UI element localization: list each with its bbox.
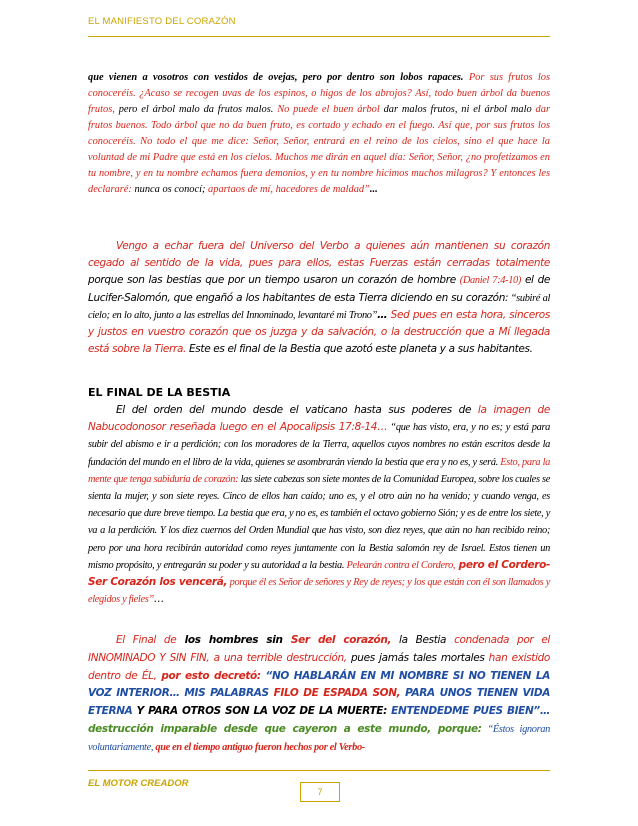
text-segment: …	[377, 308, 388, 321]
text-segment: Sed pues en esta hora, sinceros y justos en vuestro corazón que os juzga y da salvación, o la destrucción que a Mí llegada está sobre la Tierra.	[88, 308, 550, 356]
text-segment: “NO HABLARÁN EN MI NOMBRE SI NO TIENEN LA VOZ INTERIOR…	[88, 669, 550, 700]
text-segment: condenada por el INNOMINADO Y SIN FIN, a una terrible destrucción,	[88, 634, 550, 664]
text-segment: “Éstos ignoran voluntariamente,	[88, 723, 550, 753]
running-footer: EL MOTOR CREADOR	[88, 778, 189, 789]
text-segment: han existido dentro de ÉL,	[88, 651, 550, 682]
text-segment: FILO DE ESPADA SON,	[268, 687, 401, 700]
text-segment: las siete cabezas son siete montes de la Comunidad Europea, sobre los cuales se sienta la mujer, y son siete reyes. Cinco de ellos han caído; uno es, y el otro aún no ha venido; y cuando venga, es necesario que dure breve tiempo. La bestia que era, y no es, es también el octavo gobierno Sión; y es de entre los siete, y va a la perdición. Y los diez cuernos del Orden Mundial que has visto, son diez reyes, que aún no han recibido reino; pero por una hora recibirán autoridad como reyes juntamente con la Bestia salomón rey de Israel. Estos tienen un mismo propósito, y entregarán su poder y su autoridad a la bestia.	[88, 473, 550, 571]
text-segment: “subiré al cielo; en lo alto, junto a las estrellas del Innominado, levantaré mi Trono”	[88, 292, 550, 321]
text-segment: Este es el final de la Bestia que azotó este planeta y a sus habitantes.	[186, 343, 533, 356]
text-segment: dar frutos buenos. Todo árbol que no da buen fruto, es cortado y echado en el fuego. Así que, por sus frutos los conoceréis. No todo el que me dice: Señor, Señor, entrará en el reino de los cielos, sino el que hace la voluntad de mi Padre que está en los cielos. Muchos me dirán en aquel día: Señor, Señor, ¿no profetizamos en tu nombre, y en tu nombre echamos fuera demonios, y en tu nombre hicimos muchos milagros? Y entonces les declararé:	[88, 104, 550, 195]
text-segment: “que has visto, era, y no es; y está para subir del abismo e ir a perdición; con los moradores de la Tierra, aquellos cuyos nombres no están escritos desde la fundación del mundo en el libro de la vida, quienes se asombrarán viendo la bestia que era y no es, y será.	[88, 422, 550, 468]
page-number: 7	[300, 782, 340, 802]
footer-rule	[88, 770, 550, 771]
text-segment: El del orden del mundo desde el vaticano hasta sus poderes de	[116, 404, 472, 416]
text-segment: Esto, para la mente que tenga sabiduría de corazón:	[88, 456, 550, 485]
paragraph-vengo	[88, 238, 550, 358]
section-heading: EL FINAL DE LA BESTIA	[88, 386, 231, 399]
paragraph-el-final	[88, 632, 550, 757]
paragraph-bible-quote	[88, 70, 550, 198]
text-segment: Y PARA OTROS SON LA VOZ DE LA MUERTE:	[132, 705, 387, 718]
text-segment: pero el Cordero-Ser Corazón los vencerá,	[88, 558, 550, 589]
text-segment: Por sus frutos los conoceréis. ¿Acaso se recogen uvas de los espinos, o higos de los abrojos? Así, todo buen árbol da buenos frutos,	[88, 72, 550, 115]
text-segment: la imagen de Nabucodonosor reseñada luego en el Apocalipsis 17:8-14…	[88, 404, 550, 434]
header-rule	[88, 36, 550, 37]
text-segment: Ser del corazón,	[282, 634, 392, 646]
text-segment: No puede el buen árbol	[273, 104, 380, 115]
text-segment: Pelearán contra el Cordero,	[344, 559, 456, 571]
text-segment: MIS PALABRAS	[179, 687, 269, 700]
text-segment: la Bestia	[391, 634, 447, 646]
text-segment: nunca os conocí;	[131, 184, 206, 195]
text-segment: destrucción imparable desde que cayeron a este mundo, porque:	[88, 722, 482, 735]
text-segment: dar malos frutos, ni el árbol malo	[379, 104, 532, 115]
text-segment: ...	[369, 184, 378, 195]
text-segment: por esto decretó:	[156, 669, 261, 682]
running-header: EL MANIFIESTO DEL CORAZÓN	[88, 16, 236, 27]
text-segment: el de Lucifer-Salomón, que engañó a los habitantes de esta Tierra diciendo en su corazón:	[88, 274, 550, 304]
text-segment: porque él es Señor de señores y Rey de reyes; y los que están con él son llamados y elegidos y fieles”	[88, 577, 550, 606]
text-segment: …	[153, 593, 164, 606]
text-segment: que en el tiempo antiguo fueron hechos por el Verbo-	[153, 741, 365, 753]
text-segment: El Final de	[116, 634, 177, 646]
text-segment: pues jamás tales mortales	[346, 651, 485, 664]
text-segment: apartaos de mí, hacedores de maldad”	[205, 184, 370, 195]
text-segment: Vengo a echar fuera del Universo del Verbo a quienes aún mantienen su corazón cegado al sentido de la vida, pues para ellos, estas Fuerzas están cerradas totalmente	[88, 240, 550, 270]
text-segment: los hombres sin	[176, 634, 283, 646]
text-segment: PARA UNOS TIENEN VIDA ETERNA	[88, 687, 550, 718]
text-segment: ENTENDEDME PUES BIEN”…	[386, 705, 550, 718]
text-segment: que vienen a vosotros con vestidos de ovejas, pero por dentro son lobos rapaces.	[88, 72, 464, 83]
text-segment: porque son las bestias que por un tiempo usaron un corazón de hombre	[88, 274, 456, 287]
scripture-reference: (Daniel 7:4-10)	[459, 275, 521, 287]
text-segment: pero el árbol malo da frutos malos.	[114, 104, 274, 115]
paragraph-final-bestia	[88, 402, 550, 608]
